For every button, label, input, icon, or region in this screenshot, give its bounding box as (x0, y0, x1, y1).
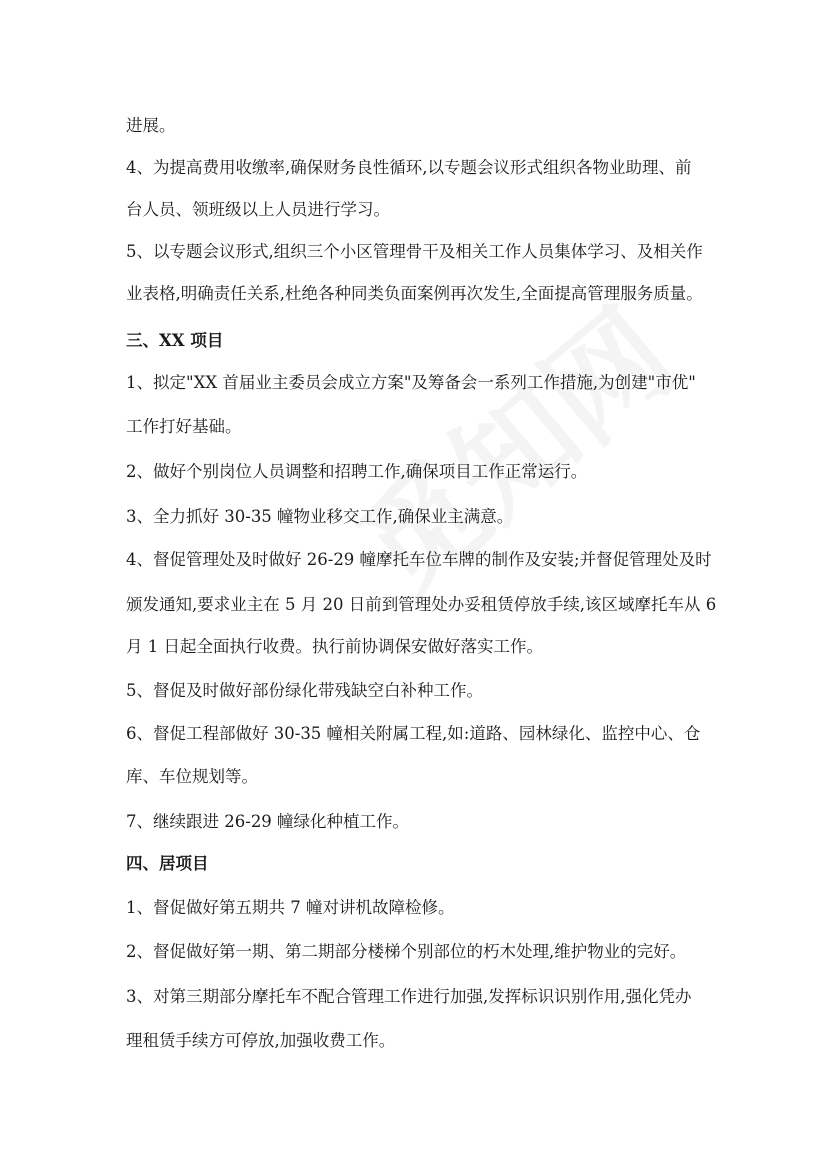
body-line: 业表格,明确责任关系,杜绝各种同类负面案例再次发生,全面提高管理服务质量。 (126, 284, 703, 303)
list-item-3: 3、对第三期部分摩托车不配合管理工作进行加强,发挥标识识别作用,强化凭办 (126, 987, 692, 1006)
body-line: 月 1 日起全面执行收费。执行前协调保安做好落实工作。 (126, 637, 543, 656)
list-item-1: 1、拟定"XX 首届业主委员会成立方案"及筹备会一系列工作措施,为创建"市优" (126, 373, 696, 392)
body-line: 理租赁手续方可停放,加强收费工作。 (126, 1031, 396, 1050)
list-item-2: 2、督促做好第一期、第二期部分楼梯个别部位的朽木处理,维护物业的完好。 (126, 942, 687, 961)
list-item-5: 5、以专题会议形式,组织三个小区管理骨干及相关工作人员集体学习、及相关作 (126, 242, 703, 261)
list-item-3: 3、全力抓好 30-35 幢物业移交工作,确保业主满意。 (126, 507, 514, 526)
section-heading-3: 三、XX 项目 (126, 331, 224, 350)
list-item-1: 1、督促做好第五期共 7 幢对讲机故障检修。 (126, 898, 455, 917)
list-item-4: 4、为提高费用收缴率,确保财务良性循环,以专题会议形式组织各物业助理、前 (126, 158, 692, 177)
list-item-5: 5、督促及时做好部份绿化带残缺空白补种工作。 (126, 681, 483, 700)
watermark (317, 264, 703, 627)
list-item-7: 7、继续跟进 26-29 幢绿化种植工作。 (126, 812, 410, 831)
list-item-6: 6、督促工程部做好 30-35 幢相关附属工程,如:道路、园林绿化、监控中心、仓 (126, 724, 701, 743)
body-line: 台人员、领班级以上人员进行学习。 (126, 200, 390, 219)
body-line: 颁发通知,要求业主在 5 月 20 日前到管理处办妥租赁停放手续,该区域摩托车从 6 (126, 595, 717, 614)
list-item-2: 2、做好个别岗位人员调整和招聘工作,确保项目工作正常运行。 (126, 462, 588, 481)
section-heading-4: 四、居项目 (126, 854, 209, 873)
body-line: 库、车位规划等。 (126, 767, 258, 786)
body-line: 进展。 (126, 116, 176, 135)
list-item-4: 4、督促管理处及时做好 26-29 幢摩托车位车牌的制作及安装;并督促管理处及时 (126, 550, 712, 569)
body-line: 工作打好基础。 (126, 417, 242, 436)
